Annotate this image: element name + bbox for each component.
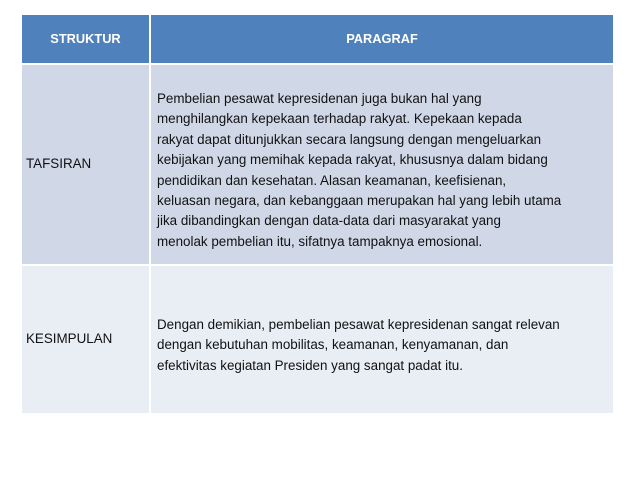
row-text-tafsiran: Pembelian pesawat kepresidenan juga bukan hal yang menghilangkan kepekaan terhadap rakyat. Kepekaan kepada rakyat dapat ditunjukkan secara langsung dengan mengeluarkan kebijakan yang memihak kepada rakyat, khususnya dalam bidang pendidikan dan kesehatan. Alasan keamanan, keefisienan, keluasan negara, dan kebanggaan merupakan hal yang lebih utama jika dibandingkan dengan data-data dari masyarakat yang menolak pembelian itu, sifatnya tampaknya emosional. [157, 91, 562, 249]
header-struktur: STRUKTUR [22, 15, 151, 63]
table-header-row [22, 15, 613, 65]
row-label-tafsiran: TAFSIRAN [22, 65, 151, 264]
row-label-kesimpulan: KESIMPULAN [22, 266, 151, 413]
table-row-tafsiran [22, 65, 613, 266]
row-text-kesimpulan: Dengan demikian, pembelian pesawat kepresidenan sangat relevan dengan kebutuhan mobilitas, keamanan, kenyamanan, dan efektivitas kegiatan Presiden yang sangat padat itu. [157, 317, 560, 373]
structure-table [22, 15, 613, 413]
header-paragraf: PARAGRAF [346, 30, 418, 46]
table-row-kesimpulan [22, 266, 613, 413]
